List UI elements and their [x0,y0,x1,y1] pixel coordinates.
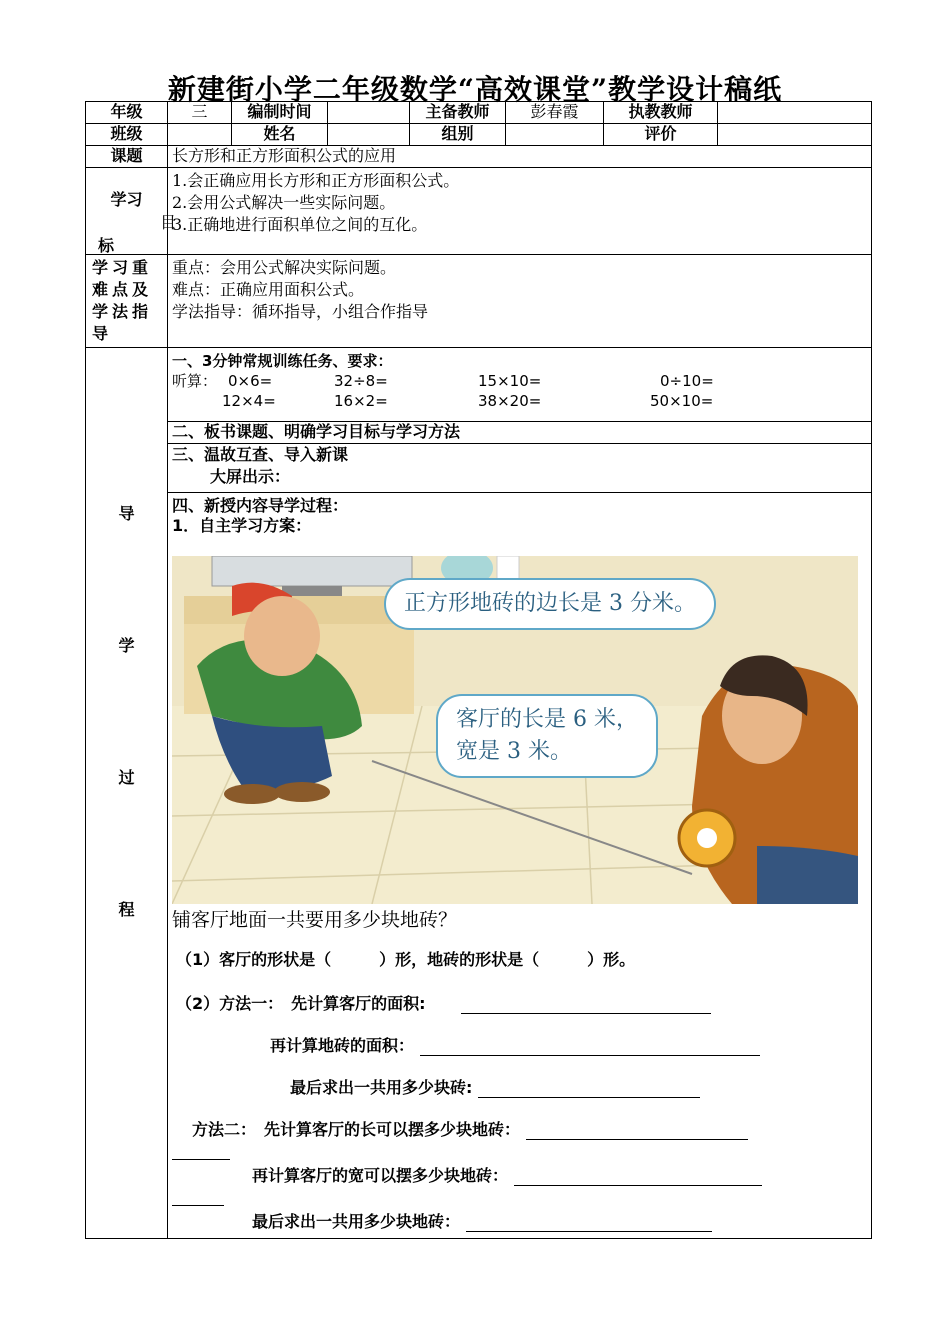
method-2-step-2-row [172,1166,867,1186]
answer-blank[interactable] [420,1039,760,1056]
process-label-char: 导 [118,504,135,523]
grade-label: 年级 [86,102,168,124]
process-row-4 [86,493,872,1239]
goals-label-a: 学习 [110,190,143,209]
section-3-title: 三、温故互查、导入新课 [172,445,349,464]
process-row-3 [86,444,872,493]
process-label-char: 学 [118,636,135,655]
answer-blank[interactable] [514,1169,762,1186]
section-4-title: 四、新授内容导学过程： [172,496,349,515]
speech-bubble-tile: 正方形地砖的边长是 3 分米。 [384,578,716,630]
keypoints-label: 学习重难点及学法指导 [86,255,168,348]
method-1-step-3: 最后求出一共用多少块砖: [290,1078,473,1097]
calc-item: 32÷8= [334,372,388,390]
answer-blank[interactable] [478,1081,700,1098]
goals-label-cell [86,168,177,255]
method-2-step-2-wrap [172,1186,867,1206]
grade-value: 三 [168,102,232,124]
method-1-step-1: （2）方法一： 先计算客厅的面积: [176,994,426,1013]
keypoint-item: 难点：正确应用面积公式。 [172,280,365,299]
topic-row [86,146,872,168]
section-2-title: 二、板书课题、明确学习目标与学习方法 [168,422,872,444]
eval-label: 评价 [604,124,718,146]
method-2-step-2: 再计算客厅的宽可以摆多少块地砖： [252,1166,509,1185]
section-3-sub: 大屏出示： [210,467,291,486]
process-label-char: 过 [118,768,135,787]
header-row-2 [86,124,872,146]
header-row-1 [86,102,872,124]
section-3 [168,444,872,493]
section-4 [168,493,872,1239]
date-value[interactable] [328,102,410,124]
keypoint-item: 学法指导：循环指导，小组合作指导 [172,302,429,321]
warmup-section [168,348,872,422]
main-question: 铺客厅地面一共要用多少块地砖？ [172,909,458,931]
calc-item: 12×4= [222,392,276,410]
process-label-cell [86,348,168,1239]
main-teacher-label: 主备教师 [410,102,506,124]
keypoint-item: 重点：会用公式解决实际问题。 [172,258,397,277]
calc-row-2 [172,391,867,411]
eval-value[interactable] [718,124,872,146]
goals-label-b: 目 [160,213,177,232]
goals-row [86,168,872,255]
method-2-step-1: 方法二： 先计算客厅的长可以摆多少块地砖： [192,1120,521,1139]
process-row-2 [86,422,872,444]
topic-label: 课题 [86,146,168,168]
method-2-step-1-row [172,1120,867,1140]
classroom-illustration [172,556,858,904]
method-2-step-3-row [172,1212,867,1232]
exec-teacher-value[interactable] [718,102,872,124]
process-label-char: 程 [118,900,135,919]
speech-bubble-room [436,694,658,778]
class-label: 班级 [86,124,168,146]
method-1-step-2-row [172,1036,867,1056]
exec-teacher-label: 执教教师 [604,102,718,124]
name-label: 姓名 [232,124,328,146]
calc-item: 0×6= [228,372,273,390]
calc-row-1 [172,371,867,391]
method-1-step-3-row [172,1078,867,1098]
main-teacher-value: 彭春霞 [506,102,604,124]
lesson-plan-table [85,101,872,1239]
question-2-method-1 [172,994,867,1014]
goal-item: 3.正确地进行面积单位之间的互化。 [172,215,428,234]
answer-blank[interactable] [172,1189,224,1206]
goal-item: 2.会用公式解决一些实际问题。 [172,193,396,212]
page-title: 新建街小学二年级数学“高效课堂”教学设计稿纸 [167,73,783,106]
speech-bubble-room-line: 宽是 3 米。 [456,739,572,764]
keypoints-row [86,255,872,348]
keypoints-list [168,255,872,348]
question-1: （1）客厅的形状是（ ）形，地砖的形状是（ ）形。 [176,950,636,969]
answer-blank[interactable] [526,1123,748,1140]
goals-label-c: 标 [98,236,115,255]
calc-item: 16×2= [334,392,388,410]
listen-label: 听算： [172,372,218,390]
group-value[interactable] [506,124,604,146]
goals-list [168,168,872,255]
calc-item: 15×10= [478,372,542,390]
group-label: 组别 [410,124,506,146]
section-4-sub: 1．自主学习方案： [172,516,312,535]
topic-value: 长方形和正方形面积公式的应用 [168,146,872,168]
date-label: 编制时间 [232,102,328,124]
process-row-1 [86,348,872,422]
warmup-title: 一、3分钟常规训练任务、要求： [172,352,393,370]
name-value[interactable] [328,124,410,146]
answer-blank[interactable] [172,1143,230,1160]
class-value[interactable] [168,124,232,146]
calc-item: 50×10= [650,392,714,410]
method-2-step-3: 最后求出一共用多少块地砖： [252,1212,461,1231]
answer-blank[interactable] [466,1215,712,1232]
calc-item: 0÷10= [660,372,714,390]
method-2-step-1-wrap [172,1140,867,1160]
goal-item: 1.会正确应用长方形和正方形面积公式。 [172,171,460,190]
calc-item: 38×20= [478,392,542,410]
speech-bubble-room-line: 客厅的长是 6 米， [456,707,638,732]
method-1-step-2: 再计算地砖的面积： [270,1036,415,1055]
answer-blank[interactable] [461,997,711,1014]
